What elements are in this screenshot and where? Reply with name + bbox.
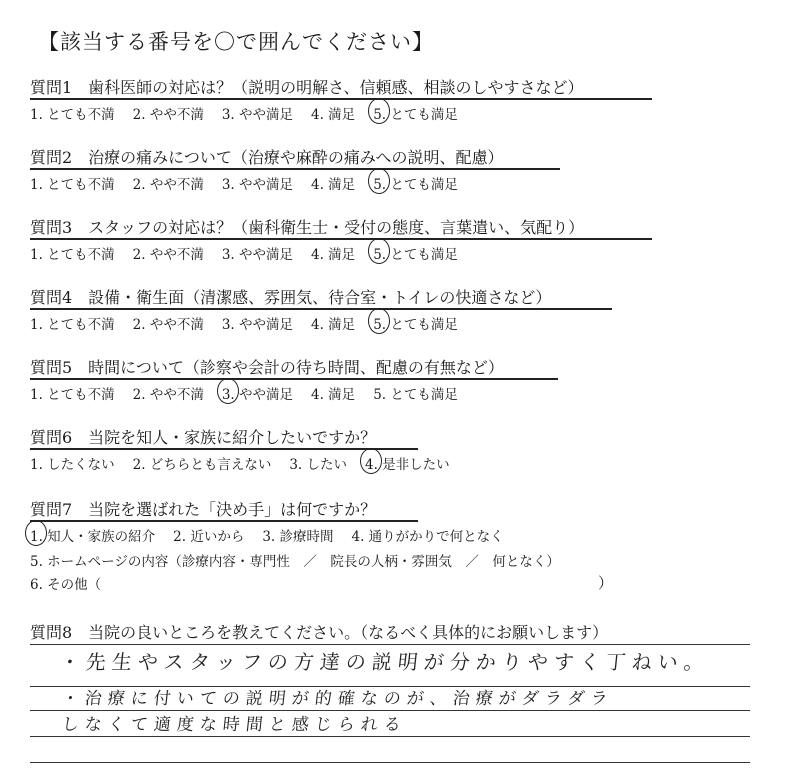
question-1-option-3[interactable]: 3. やや満足 [221, 107, 294, 123]
handwritten-answer-line2: ・治療に付いての説明が的確なのが、治療がダラダラ [60, 689, 615, 709]
question-7-option-4[interactable]: 4. 通りがかりで何となく [351, 529, 504, 545]
question-7-option-6[interactable]: 6. その他（ [30, 577, 102, 593]
question-4-option-4[interactable]: 4. 満足 [311, 317, 356, 333]
question-6-option-3[interactable]: 3. したい [289, 457, 348, 473]
question-6-option-2[interactable]: 2. どちらとも言えない [132, 457, 272, 473]
question-5-options [30, 383, 476, 403]
selection-circle [217, 378, 239, 404]
question-1-label: 質問1 歯科医師の対応は？（説明の明解さ、信頼感、相談のしやすさなど） [30, 78, 584, 97]
question-2-options [30, 173, 476, 193]
question-3-option-5[interactable]: 5. とても満足 [373, 243, 458, 263]
question-6-options [30, 453, 468, 473]
question-8 [30, 620, 608, 643]
selection-circle [368, 238, 390, 264]
question-7-label: 質問7 当院を選ばれた「決め手」は何ですか？ [30, 500, 377, 519]
question-2-option-1[interactable]: 1. とても不満 [30, 177, 115, 193]
question-7-options-row3 [30, 573, 101, 593]
selection-circle [25, 520, 47, 546]
answer-line-5 [30, 762, 750, 763]
question-3-option-1[interactable]: 1. とても不満 [30, 247, 115, 263]
handwritten-answer-line3: しなくて適度な時間と感じられる [60, 715, 408, 735]
question-7-options-row1 [30, 525, 522, 545]
question-5-option-4[interactable]: 4. 満足 [311, 387, 356, 403]
question-5-option-1[interactable]: 1. とても不満 [30, 387, 115, 403]
selection-circle [368, 98, 390, 124]
question-6-option-1[interactable]: 1. したくない [30, 457, 115, 473]
question-2-label: 質問2 治療の痛みについて（治療や麻酔の痛みへの説明、配慮） [30, 148, 504, 167]
question-2 [30, 145, 504, 168]
question-5 [30, 355, 504, 378]
question-7-option-5[interactable]: 5. ホームページの内容（診療内容・専門性 ／ 院長の人柄・雰囲気 ／ 何となく） [30, 554, 560, 570]
question-7-option-2[interactable]: 2. 近いから [173, 529, 245, 545]
question-3-option-3[interactable]: 3. やや満足 [221, 247, 294, 263]
question-6-option-4[interactable]: 4. 是非したい [365, 453, 450, 473]
question-7 [30, 497, 376, 520]
question-2-option-4[interactable]: 4. 満足 [311, 177, 356, 193]
question-3 [30, 215, 584, 238]
question-1-option-2[interactable]: 2. やや不満 [132, 107, 204, 123]
question-2-option-5[interactable]: 5. とても満足 [373, 173, 458, 193]
question-1-option-5[interactable]: 5. とても満足 [373, 103, 458, 123]
question-3-options [30, 243, 476, 263]
question-3-label: 質問3 スタッフの対応は？（歯科衛生士・受付の態度、言葉遣い、気配り） [30, 218, 585, 237]
question-4-label: 質問4 設備・衛生面（清潔感、雰囲気、待合室・トイレの快適さなど） [30, 288, 552, 307]
selection-circle [360, 448, 382, 474]
question-5-option-2[interactable]: 2. やや不満 [132, 387, 204, 403]
question-1-option-1[interactable]: 1. とても不満 [30, 107, 115, 123]
question-8-label: 質問8 当院の良いところを教えてください。（なるべく具体的にお願いします） [30, 623, 609, 642]
question-4-option-3[interactable]: 3. やや満足 [221, 317, 294, 333]
question-5-option-3[interactable]: 3. やや満足 [222, 383, 293, 403]
question-6 [30, 425, 376, 448]
question-7-option-3[interactable]: 3. 診療時間 [262, 529, 334, 545]
answer-line-4 [30, 736, 750, 737]
handwritten-answer-line1: ・先生やスタッフの方達の説明が分かりやすく丁ねい。 [58, 650, 712, 674]
other-close-paren: ） [598, 574, 614, 592]
question-1-option-4[interactable]: 4. 満足 [311, 107, 356, 123]
selection-circle [368, 308, 390, 334]
question-6-label: 質問6 当院を知人・家族に紹介したいですか？ [30, 428, 377, 447]
question-7-option-1[interactable]: 1. 知人・家族の紹介 [30, 525, 155, 545]
page-title: 【該当する番号を〇で囲んでください】 [38, 30, 434, 54]
question-4-option-1[interactable]: 1. とても不満 [30, 317, 115, 333]
question-1 [30, 75, 584, 98]
question-5-label: 質問5 時間について（診察や会計の待ち時間、配慮の有無など） [30, 358, 504, 377]
answer-line-1 [30, 644, 750, 645]
question-3-option-4[interactable]: 4. 満足 [311, 247, 356, 263]
question-2-option-2[interactable]: 2. やや不満 [132, 177, 204, 193]
question-7-options-row2 [30, 550, 560, 570]
question-2-option-3[interactable]: 3. やや満足 [221, 177, 294, 193]
question-4-option-5[interactable]: 5. とても満足 [373, 313, 458, 333]
selection-circle [368, 168, 390, 194]
question-4-options [30, 313, 476, 333]
question-3-option-2[interactable]: 2. やや不満 [132, 247, 204, 263]
question-4 [30, 285, 551, 308]
question-1-options [30, 103, 476, 123]
question-5-option-5[interactable]: 5. とても満足 [373, 387, 458, 403]
question-4-option-2[interactable]: 2. やや不満 [132, 317, 204, 333]
